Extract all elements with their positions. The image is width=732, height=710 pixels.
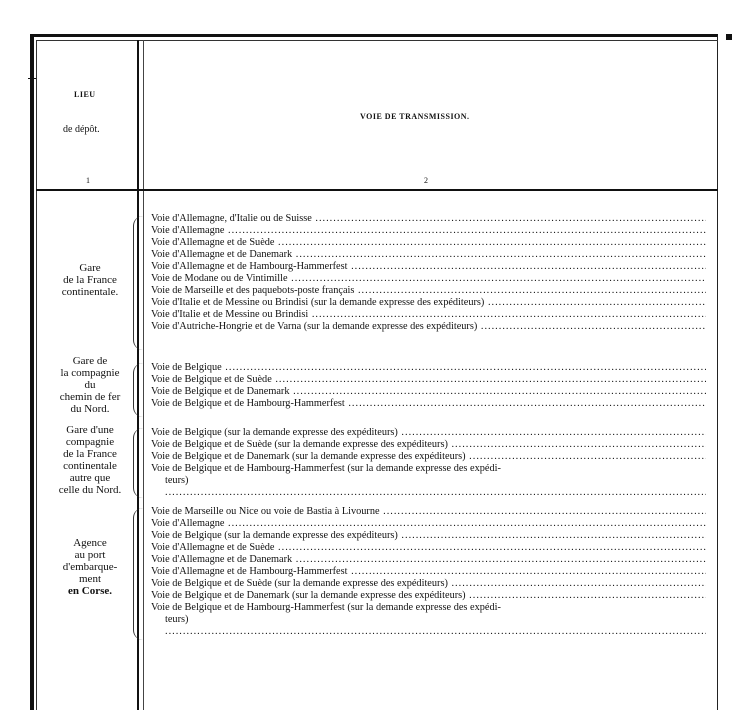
col1-subtitle: de dépôt. — [63, 124, 100, 135]
voie-line: Voie d'Autriche-Hongrie et de Varna (sur la demande expresse des expéditeurs) ..... — [151, 321, 706, 333]
voie-line: Voie d'Allemagne ..... — [151, 225, 706, 237]
voies-group-1 — [151, 213, 706, 333]
group-brace — [133, 428, 144, 498]
lieu-group-2 — [44, 355, 136, 415]
voie-line: Voie d'Allemagne et de Suède ..... — [151, 542, 706, 554]
lieu-line: d'embarque- — [62, 561, 118, 573]
lieu-line: Gare de — [72, 355, 108, 367]
voie-line: Voie de Belgique (sur la demande expresse des expéditeurs) ..... — [151, 427, 706, 439]
voie-text: Voie de Belgique et de Hambourg-Hammerfest (sur la demande expresse des expédi- — [151, 602, 501, 613]
lieu-line: continentale — [63, 460, 117, 472]
voie-line: Voie de Belgique (sur la demande expresse des expéditeurs) ..... — [151, 530, 706, 542]
group-brace — [133, 216, 144, 350]
col1-number: 1 — [86, 176, 90, 185]
voie-line: Voie d'Allemagne et de Hambourg-Hammerfest ..... — [151, 261, 706, 273]
voie-line: Voie d'Allemagne et de Danemark ..... — [151, 554, 706, 566]
group-brace — [133, 363, 144, 417]
voie-line: Voie d'Allemagne et de Suède ..... — [151, 237, 706, 249]
lieu-group-3 — [44, 424, 136, 496]
lieu-line: autre que — [69, 472, 111, 484]
voie-line: Voie d'Allemagne et de Danemark ..... — [151, 249, 706, 261]
voie-line: Voie de Marseille ou Nice ou voie de Bastia à Livourne ..... — [151, 506, 706, 518]
col2-title: VOIE DE TRANSMISSION. — [360, 112, 470, 121]
lieu-line: Gare d'une — [66, 424, 114, 436]
voie-text: Voie de Belgique et de Hambourg-Hammerfest (sur la demande expresse des expédi- — [151, 463, 501, 474]
lieu-line: ment — [79, 573, 101, 585]
edge-mark — [726, 34, 732, 40]
table-left-rule — [36, 40, 37, 710]
lieu-line: de la France — [63, 448, 117, 460]
voie-line: Voie d'Italie et de Messine ou Brindisi (sur la demande expresse des expéditeurs) ..... — [151, 297, 706, 309]
voie-line: Voie de Modane ou de Vintimille ..... — [151, 273, 706, 285]
lieu-line: en Corse. — [68, 585, 112, 597]
lieu-line: compagnie — [65, 436, 115, 448]
voie-continuation: teurs) ..... — [151, 475, 706, 499]
voie-line: Voie d'Allemagne et de Hambourg-Hammerfest ..... — [151, 566, 706, 578]
lieu-line: de la France — [63, 274, 117, 286]
voie-continuation: teurs) ..... — [151, 614, 706, 638]
voie-line: Voie de Belgique et de Suède (sur la demande expresse des expéditeurs) ..... — [151, 439, 706, 451]
voie-line: Voie d'Allemagne, d'Italie ou de Suisse ..... — [151, 213, 706, 225]
lieu-line: Gare — [79, 262, 101, 274]
lieu-line: du — [84, 379, 96, 391]
lieu-line: au port — [74, 549, 106, 561]
lieu-line: la compagnie — [60, 367, 120, 379]
voie-line — [151, 463, 706, 499]
lieu-group-4 — [44, 537, 136, 597]
lieu-line: continentale. — [61, 286, 119, 298]
voies-group-3 — [151, 427, 706, 499]
lieu-line: Agence — [73, 537, 107, 549]
col2-number: 2 — [424, 176, 428, 185]
lieu-line: chemin de fer — [59, 391, 121, 403]
voie-line: Voie d'Italie et de Messine ou Brindisi ..... — [151, 309, 706, 321]
col1-title: LIEU — [74, 90, 96, 99]
voie-line: Voie de Belgique et de Danemark ..... — [151, 386, 706, 398]
voies-group-4 — [151, 506, 706, 638]
lieu-line: celle du Nord. — [58, 484, 122, 496]
lieu-line: du Nord. — [70, 403, 110, 415]
voie-line: Voie de Belgique et de Danemark (sur la demande expresse des expéditeurs) ..... — [151, 451, 706, 463]
voie-line: Voie d'Allemagne ..... — [151, 518, 706, 530]
voie-line: Voie de Marseille et des paquebots-poste français ..... — [151, 285, 706, 297]
voie-line: Voie de Belgique ..... — [151, 362, 706, 374]
header-bottom-rule — [36, 189, 718, 191]
voies-group-2 — [151, 362, 706, 410]
voie-line — [151, 602, 706, 638]
voie-line: Voie de Belgique et de Suède (sur la demande expresse des expéditeurs) ..... — [151, 578, 706, 590]
margin-mark — [28, 78, 36, 79]
group-brace — [133, 508, 144, 640]
voie-line: Voie de Belgique et de Suède ..... — [151, 374, 706, 386]
voie-line: Voie de Belgique et de Hambourg-Hammerfest ..... — [151, 398, 706, 410]
voie-line: Voie de Belgique et de Danemark (sur la demande expresse des expéditeurs) ..... — [151, 590, 706, 602]
lieu-group-1 — [44, 262, 136, 298]
